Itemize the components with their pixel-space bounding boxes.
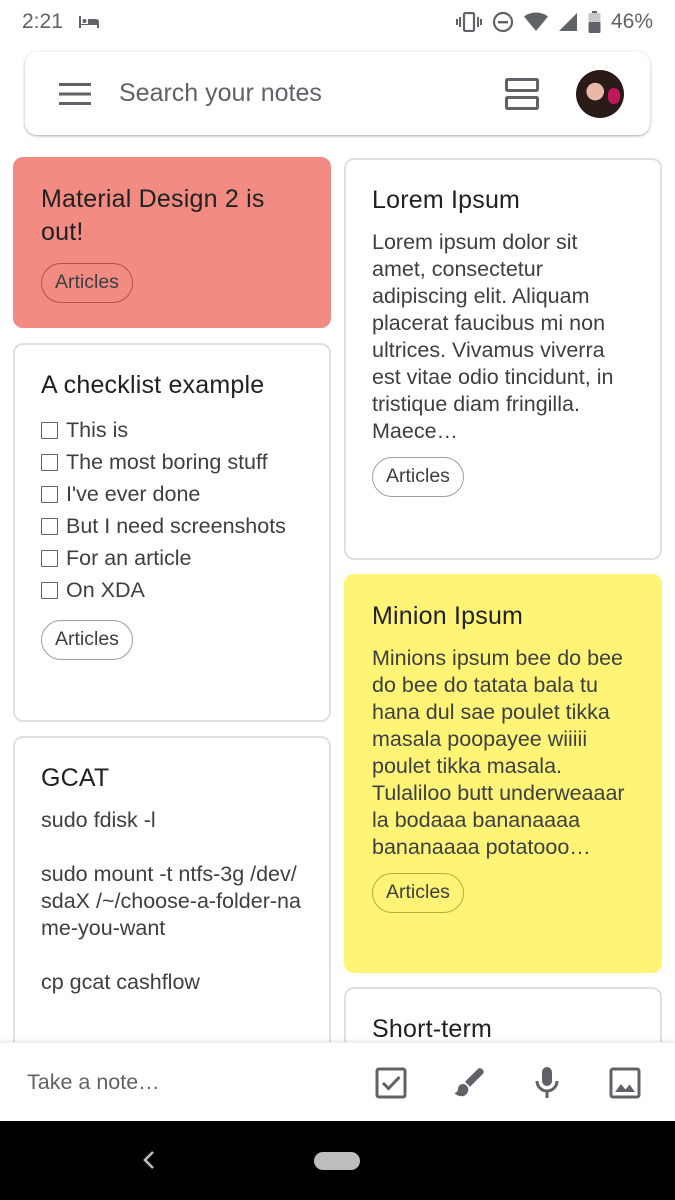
- checklist-item: [41, 574, 303, 606]
- home-pill-button[interactable]: [314, 1152, 360, 1170]
- checkbox-icon[interactable]: [41, 550, 58, 567]
- battery-icon: [588, 11, 601, 33]
- checklist-item: [41, 510, 303, 542]
- checklist-item: [41, 542, 303, 574]
- note-body-line: cp gcat cashflow: [41, 970, 200, 994]
- new-list-button[interactable]: [363, 1055, 419, 1111]
- note-body-line: sudo fdisk -l: [41, 808, 156, 832]
- do-not-disturb-icon: [492, 11, 514, 33]
- checklist-item-text: This is: [66, 418, 129, 442]
- vibrate-icon: [456, 12, 482, 32]
- brush-icon: [452, 1066, 486, 1100]
- note-body-line: sudo mount -t ntfs-3g /dev/sdaX /~/choose-a-folder-name-you-want: [41, 862, 301, 940]
- checklist: [41, 414, 303, 606]
- signal-icon: [558, 12, 578, 32]
- checklist-item: [41, 478, 303, 510]
- note-body: Minions ipsum bee do bee do bee do tatata bala tu hana dul sae poulet tikka masala poopayee wiiiii poulet tikka masala. Tulaliloo butt underweaaar la bodaaa bananaaaa bananaaaa potatooo…: [372, 646, 625, 859]
- back-chevron-icon: [142, 1150, 156, 1170]
- wifi-icon: [524, 12, 548, 32]
- microphone-icon: [534, 1066, 560, 1100]
- menu-button[interactable]: [45, 64, 105, 124]
- hamburger-menu-icon: [59, 83, 91, 105]
- note-title: Material Design 2 is out!: [41, 185, 265, 246]
- checklist-item-text: For an article: [66, 546, 192, 570]
- new-drawing-button[interactable]: [441, 1055, 497, 1111]
- checklist-item-text: But I need screenshots: [66, 514, 286, 538]
- new-image-note-button[interactable]: [597, 1055, 653, 1111]
- note-title: A checklist example: [41, 371, 265, 399]
- bottom-bar: [0, 1042, 675, 1122]
- note-card-minion-ipsum[interactable]: [344, 574, 662, 973]
- checkbox-icon[interactable]: [41, 486, 58, 503]
- checklist-item-text: I've ever done: [66, 482, 201, 506]
- search-input[interactable]: [119, 79, 494, 108]
- sleep-icon: [77, 14, 101, 30]
- label-chip-articles[interactable]: Articles: [41, 620, 133, 660]
- battery-percent: 46%: [610, 10, 653, 33]
- account-avatar[interactable]: [576, 70, 624, 118]
- note-title: Lorem Ipsum: [372, 186, 521, 214]
- status-time: 2:21: [22, 10, 63, 33]
- list-view-toggle-button[interactable]: [494, 66, 550, 122]
- note-card-short-term[interactable]: [344, 987, 662, 1042]
- label-chip-articles[interactable]: Articles: [41, 263, 133, 303]
- checkbox-icon[interactable]: [41, 582, 58, 599]
- checklist-item-text: On XDA: [66, 578, 145, 602]
- note-body: [41, 807, 303, 996]
- note-title: Short-term: [372, 1015, 493, 1042]
- checklist-item-text: The most boring stuff: [66, 450, 268, 474]
- checklist-item: [41, 446, 303, 478]
- checkbox-checked-icon: [375, 1067, 407, 1099]
- list-view-icon: [505, 78, 539, 110]
- new-voice-note-button[interactable]: [519, 1055, 575, 1111]
- label-chip-articles[interactable]: Articles: [372, 873, 464, 913]
- checkbox-icon[interactable]: [41, 454, 58, 471]
- back-button[interactable]: [134, 1145, 164, 1175]
- take-a-note-input[interactable]: Take a note…: [27, 1070, 160, 1094]
- checkbox-icon[interactable]: [41, 518, 58, 535]
- note-card-lorem-ipsum[interactable]: [344, 158, 662, 560]
- label-chip-articles[interactable]: Articles: [372, 457, 464, 497]
- system-navigation-bar: [0, 1121, 675, 1200]
- notes-grid: [0, 140, 675, 1042]
- checklist-item: [41, 414, 303, 446]
- checkbox-icon[interactable]: [41, 422, 58, 439]
- status-bar: [0, 0, 675, 44]
- note-card-material-design[interactable]: [13, 157, 331, 328]
- note-title: Minion Ipsum: [372, 602, 524, 630]
- image-icon: [609, 1067, 641, 1099]
- search-bar: [25, 52, 650, 135]
- note-card-checklist[interactable]: [13, 343, 331, 722]
- note-card-gcat[interactable]: [13, 736, 331, 1042]
- note-title: GCAT: [41, 764, 110, 792]
- note-body: Lorem ipsum dolor sit amet, consectetur adipiscing elit. Aliquam placerat faucibus mi non ultrices. Vivamus viverra est vitae odio tincidunt, in tristique diam fringilla. Maece…: [372, 230, 614, 443]
